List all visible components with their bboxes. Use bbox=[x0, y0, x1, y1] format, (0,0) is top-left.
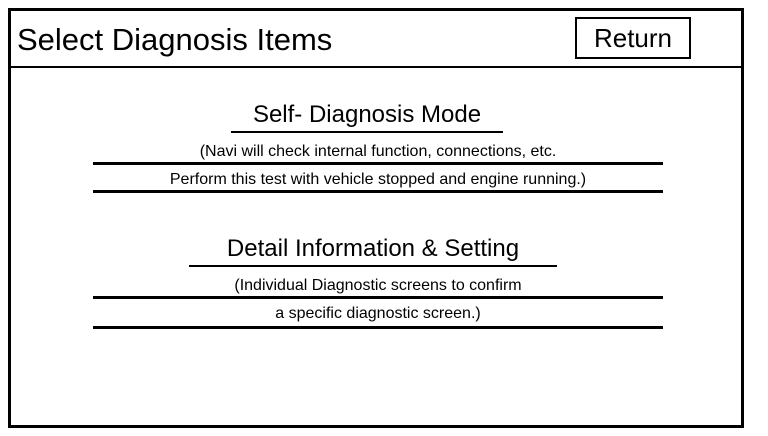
self-diagnosis-divider-2 bbox=[93, 190, 663, 193]
self-diagnosis-title-underline bbox=[231, 131, 503, 133]
self-diagnosis-mode-title: Self- Diagnosis Mode bbox=[252, 101, 482, 128]
detail-information-description-line-2: a specific diagnostic screen.) bbox=[275, 305, 481, 322]
detail-information-description-line-1: (Individual Diagnostic screens to confirm bbox=[234, 277, 522, 294]
self-diagnosis-mode-button[interactable] bbox=[231, 101, 503, 129]
self-diagnosis-description-line-2: Perform this test with vehicle stopped and engine running.) bbox=[169, 171, 587, 188]
self-diagnosis-divider-1 bbox=[93, 162, 663, 165]
detail-information-divider-1 bbox=[93, 296, 663, 299]
return-button[interactable]: Return bbox=[575, 17, 691, 59]
self-diagnosis-description-line-1: (Navi will check internal function, connections, etc. bbox=[199, 143, 557, 160]
page-title: Select Diagnosis Items bbox=[17, 22, 333, 57]
detail-information-setting-button[interactable] bbox=[189, 235, 557, 263]
detail-information-divider-2 bbox=[93, 326, 663, 329]
detail-information-title-underline bbox=[189, 265, 557, 267]
header-bar bbox=[11, 11, 741, 68]
diagnosis-screen bbox=[8, 8, 744, 428]
detail-information-setting-title: Detail Information & Setting bbox=[226, 235, 520, 262]
